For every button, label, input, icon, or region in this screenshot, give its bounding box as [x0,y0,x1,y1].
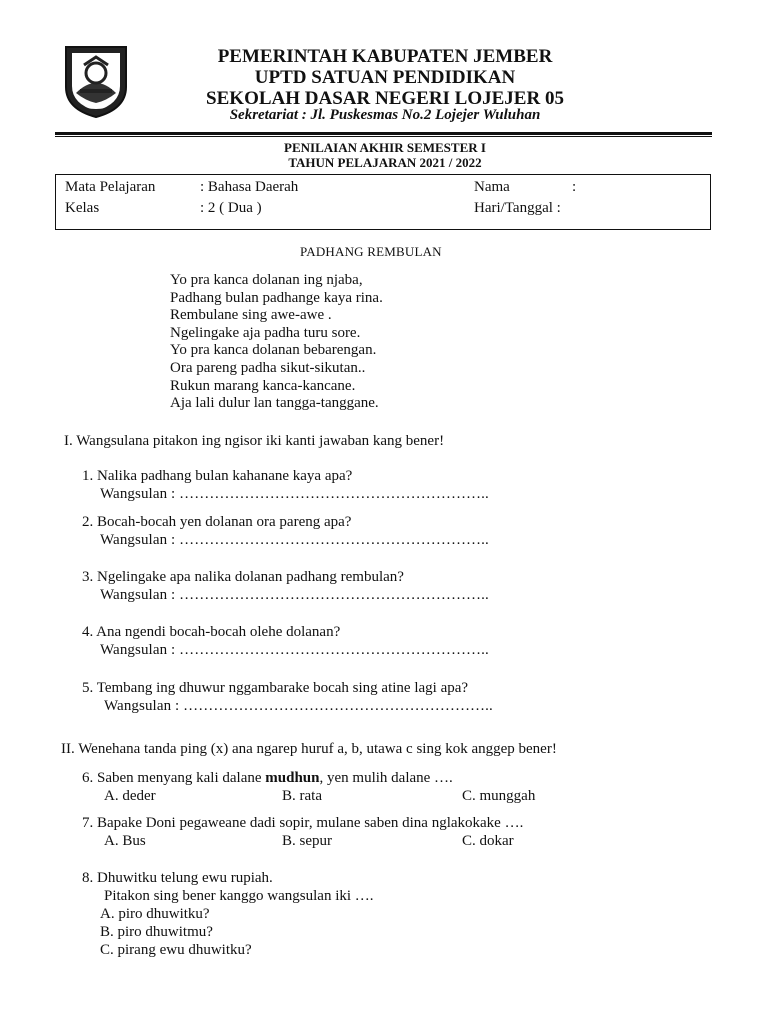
answer-line-4: Wangsulan : …………………………………………………….. [100,642,489,658]
poem-line: Aja lali dulur lan tangga-tanggane. [170,395,379,412]
subject-value: : Bahasa Daerah [200,179,299,195]
option-6b: B. rata [282,788,322,804]
option-8b: B. piro dhuwitmu? [100,924,213,940]
answer-line-3: Wangsulan : …………………………………………………….. [100,587,489,603]
class-value: : 2 ( Dua ) [200,200,262,216]
question-5: 5. Tembang ing dhuwur nggambarake bocah sing atine lagi apa? [82,680,469,696]
header-address: Sekretariat : Jl. Puskesmas No.2 Lojejer Wuluhan [229,107,541,123]
option-7c: C. dokar [462,833,514,849]
question-2: 2. Bocah-bocah yen dolanan ora pareng apa? [82,514,352,530]
question-6 [82,770,453,787]
question-6-post: , yen mulih dalane …. [319,770,453,786]
header-divider-thick [55,132,712,135]
question-4: 4. Ana ngendi bocah-bocah olehe dolanan? [82,624,341,640]
poem-line: Yo pra kanca dolanan ing njaba, [170,272,363,288]
regency-emblem-icon [62,43,130,119]
question-6-bold: mudhun [265,770,320,786]
question-3: 3. Ngelingake apa nalika dolanan padhang rembulan? [82,569,404,585]
header-line-3: SEKOLAH DASAR NEGERI LOJEJER 05 [206,88,564,109]
question-8-sub: Pitakon sing bener kanggo wangsulan iki …. [104,888,374,904]
date-label: Hari/Tanggal : [474,200,561,216]
section1-instruction: I. Wangsulana pitakon ing ngisor iki kanti jawaban kang bener! [64,433,445,449]
poem-line: Rukun marang kanca-kancane. [170,377,356,394]
option-8a: A. piro dhuwitku? [100,906,210,922]
subject-label: Mata Pelajaran [65,179,156,195]
name-label: Nama [474,179,510,195]
class-label: Kelas [65,200,100,216]
poem-line: Ora pareng padha sikut-sikutan.. [170,359,366,376]
option-6c: C. munggah [462,788,536,804]
header-line-1: PEMERINTAH KABUPATEN JEMBER [217,46,553,67]
option-6a: A. deder [104,788,156,804]
option-7b: B. sepur [282,833,332,849]
answer-line-2: Wangsulan : …………………………………………………….. [100,532,489,548]
question-8: 8. Dhuwitku telung ewu rupiah. [82,870,273,886]
question-1: 1. Nalika padhang bulan kahanane kaya apa? [82,468,353,484]
poem-title: PADHANG REMBULAN [300,244,442,259]
poem-line: Yo pra kanca dolanan bebarengan. [170,342,377,359]
option-7a: A. Bus [104,833,146,849]
option-8c: C. pirang ewu dhuwitku? [100,942,252,958]
exam-year: TAHUN PELAJARAN 2021 / 2022 [288,155,482,170]
answer-line-5: Wangsulan : …………………………………………………….. [104,698,493,714]
header-line-2: UPTD SATUAN PENDIDIKAN [254,67,516,88]
question-7: 7. Bapake Doni pegaweane dadi sopir, mulane saben dina nglakokake …. [82,815,524,831]
header-divider-thin [55,136,712,137]
poem-line: Ngelingake aja padha turu sore. [170,324,361,341]
section2-instruction: II. Wenehana tanda ping (x) ana ngarep huruf a, b, utawa c sing kok anggep bener! [61,741,557,757]
poem-line: Padhang bulan padhange kaya rina. [170,289,383,306]
answer-line-1: Wangsulan : …………………………………………………….. [100,486,489,502]
name-colon: : [572,179,577,195]
poem-body [170,272,383,413]
exam-title: PENILAIAN AKHIR SEMESTER I [284,140,486,155]
question-6-pre: 6. Saben menyang kali dalane [82,770,266,786]
poem-line: Rembulane sing awe-awe . [170,307,332,324]
